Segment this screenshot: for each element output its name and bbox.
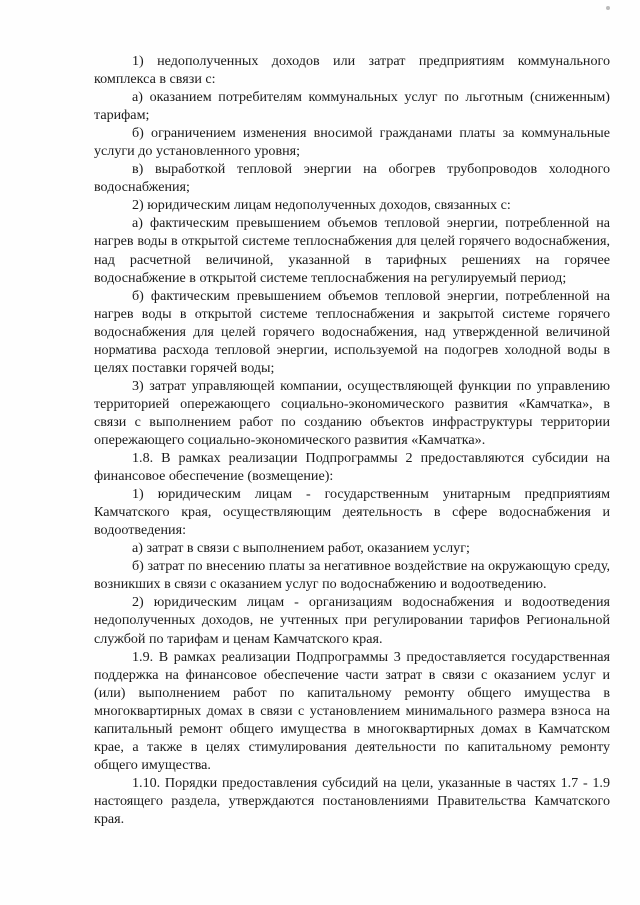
paragraph-1c: в) выработкой тепловой энергии на обогрев трубопроводов холодного водоснабжения; xyxy=(94,161,610,196)
paragraph-1: 1) недополученных доходов или затрат предприятиям коммунального комплекса в связи с: xyxy=(94,53,610,88)
paragraph-1b: б) ограничением изменения вносимой гражданами платы за коммунальные услуги до установленного уровня; xyxy=(94,125,610,160)
document-body xyxy=(94,52,610,828)
paragraph-3: 3) затрат управляющей компании, осуществляющей функции по управлению территорией опережающего социально-экономического развития «Камчатка», в связи с выполнением работ по созданию объектов инфраструктуры территории опережающего социально-экономического развития «Камчатка». xyxy=(94,377,610,448)
paragraph-2b: б) фактическим превышением объемов тепловой энергии, потребленной на нагрев воды в открытой системе теплоснабжения и закрытой системе горячего водоснабжения для целей горячего водоснабжения, над утвержденной величиной норматива расхода тепловой энергии, используемой на подогрев холодной воды в целях поставки горячей воды; xyxy=(94,287,610,376)
paragraph-1a: а) оказанием потребителям коммунальных услуг по льготным (сниженным) тарифам; xyxy=(94,89,610,124)
paragraph-1-8-1: 1) юридическим лицам - государственным унитарным предприятиям Камчатского края, осуществляющим деятельность в сфере водоснабжения и водоотведения: xyxy=(94,486,610,539)
paragraph-1-8-1b: б) затрат по внесению платы за негативное воздействие на окружающую среду, возникших в связи с оказанием услуг по водоснабжению и водоотведению. xyxy=(94,558,610,593)
paragraph-2: 2) юридическим лицам недополученных доходов, связанных с: xyxy=(132,197,511,214)
paragraph-1-8-2: 2) юридическим лицам - организациям водоснабжения и водоотведения недополученных доходов, не учтенных при регулировании тарифов Региональной службой по тарифам и ценам Камчатского края. xyxy=(94,594,610,647)
scan-dot xyxy=(606,6,610,10)
paragraph-1-8-1a: а) затрат в связи с выполнением работ, оказанием услуг; xyxy=(132,540,470,557)
paragraph-2a: а) фактическим превышением объемов тепловой энергии, потребленной на нагрев воды в открытой системе теплоснабжения для целей горячего водоснабжения, над расчетной величиной, указанной в тарифных решениях на горячее водоснабжение в открытой системе теплоснабжения на регулируемый период; xyxy=(94,215,610,286)
paragraph-1-10: 1.10. Порядки предоставления субсидий на цели, указанные в частях 1.7 - 1.9 настоящего раздела, утверждаются постановлениями Правительства Камчатского края. xyxy=(94,774,610,827)
paragraph-1-9: 1.9. В рамках реализации Подпрограммы 3 предоставляется государственная поддержка на финансовое обеспечение части затрат в связи с оказанием услуг и (или) выполнением работ по капитальному ремонту общего имущества в многоквартирных домах в связи с установлением минимального размера взноса на капитальный ремонт общего имущества в многоквартирных домах в Камчатском крае, а также в целях стимулирования деятельности по капитальному ремонту общего имущества. xyxy=(94,648,610,773)
paragraph-1-8: 1.8. В рамках реализации Подпрограммы 2 предоставляются субсидии на финансовое обеспечение (возмещение): xyxy=(94,450,610,485)
